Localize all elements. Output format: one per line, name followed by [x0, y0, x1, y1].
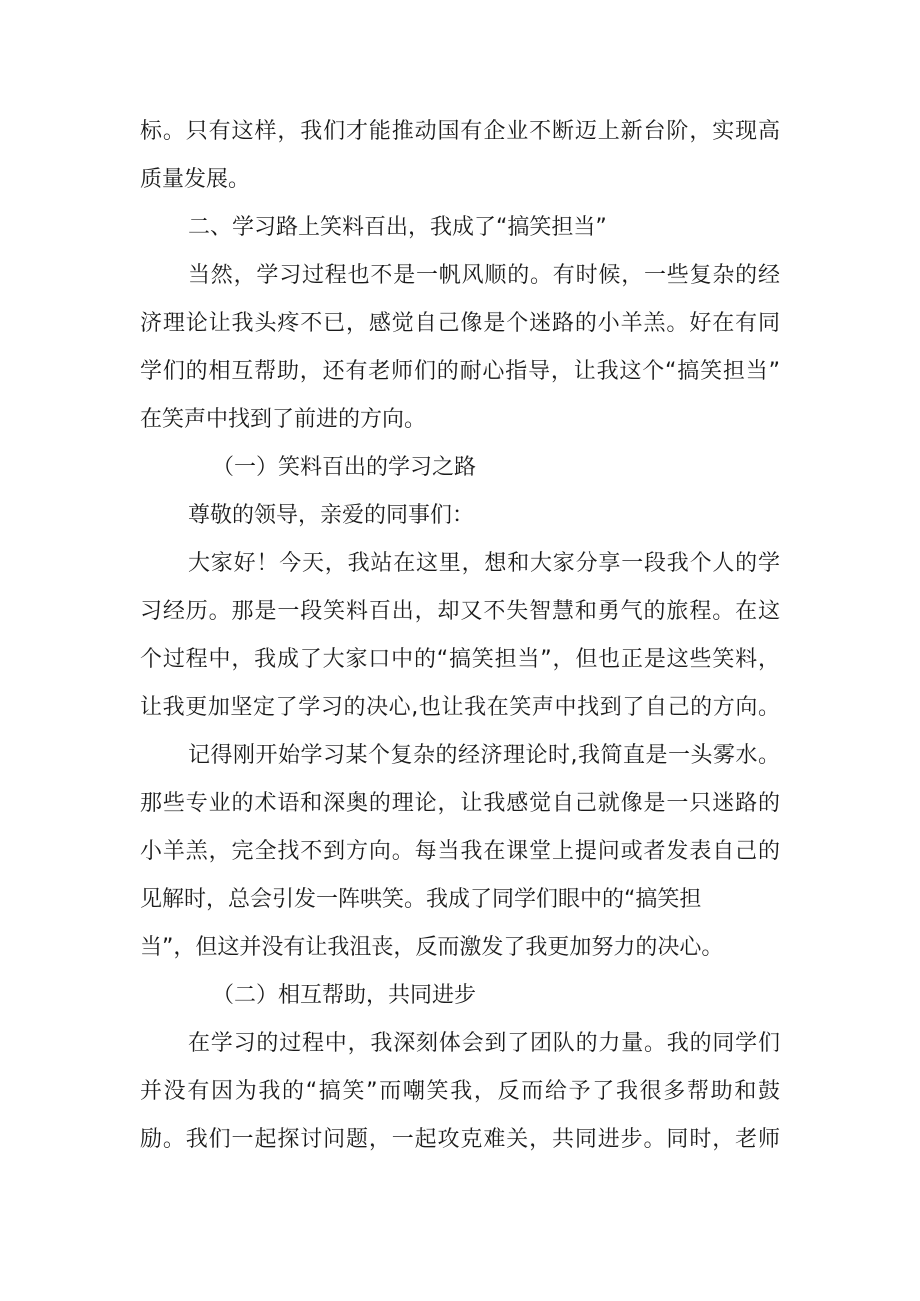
paragraph-line: 励。我们一起探讨问题，一起攻克难关，共同进步。同时，老师	[140, 1127, 780, 1152]
salutation-line: 尊敬的领导，亲爱的同事们：	[188, 503, 475, 528]
paragraph-line: 学们的相互帮助，还有老师们的耐心指导，让我这个“搞笑担当”	[140, 359, 780, 384]
paragraph-line: 当然，学习过程也不是一帆风顺的。有时候，一些复杂的经	[188, 263, 780, 288]
paragraph-line: 标。只有这样，我们才能推动国有企业不断迈上新台阶，实现高	[140, 119, 780, 144]
subsection-heading: （一）笑料百出的学习之路	[212, 455, 477, 480]
paragraph-line: 那些专业的术语和深奥的理论，让我感觉自己就像是一只迷路的	[140, 791, 780, 816]
paragraph-line: 在学习的过程中，我深刻体会到了团队的力量。我的同学们	[188, 1031, 780, 1056]
paragraph-line: 小羊羔，完全找不到方向。每当我在课堂上提问或者发表自己的	[140, 839, 780, 864]
paragraph-line: 习经历。那是一段笑料百出，却又不失智慧和勇气的旅程。在这	[140, 599, 780, 624]
paragraph-line: 质量发展。	[140, 167, 251, 192]
paragraph-line: 济理论让我头疼不已，感觉自己像是个迷路的小羊羔。好在有同	[140, 311, 780, 336]
paragraph-line: 个过程中，我成了大家口中的“搞笑担当”，但也正是这些笑料，	[140, 647, 780, 672]
paragraph-line: 见解时，总会引发一阵哄笑。我成了同学们眼中的“搞笑担	[140, 887, 702, 912]
paragraph-line: 让我更加坚定了学习的决心,也让我在笑声中找到了自己的方向。	[140, 695, 780, 720]
section-heading: 二、学习路上笑料百出，我成了“搞笑担当”	[188, 215, 607, 240]
paragraph-line: 大家好！今天，我站在这里，想和大家分享一段我个人的学	[188, 551, 780, 576]
paragraph-line: 在笑声中找到了前进的方向。	[140, 407, 427, 432]
paragraph-line: 并没有因为我的“搞笑”而嘲笑我，反而给予了我很多帮助和鼓	[140, 1079, 781, 1104]
paragraph-line: 记得刚开始学习某个复杂的经济理论时,我简直是一头雾水。	[188, 743, 780, 768]
subsection-heading: （二）相互帮助，共同进步	[212, 983, 477, 1008]
paragraph-line: 当”，但这并没有让我沮丧，反而激发了我更加努力的决心。	[140, 935, 724, 960]
